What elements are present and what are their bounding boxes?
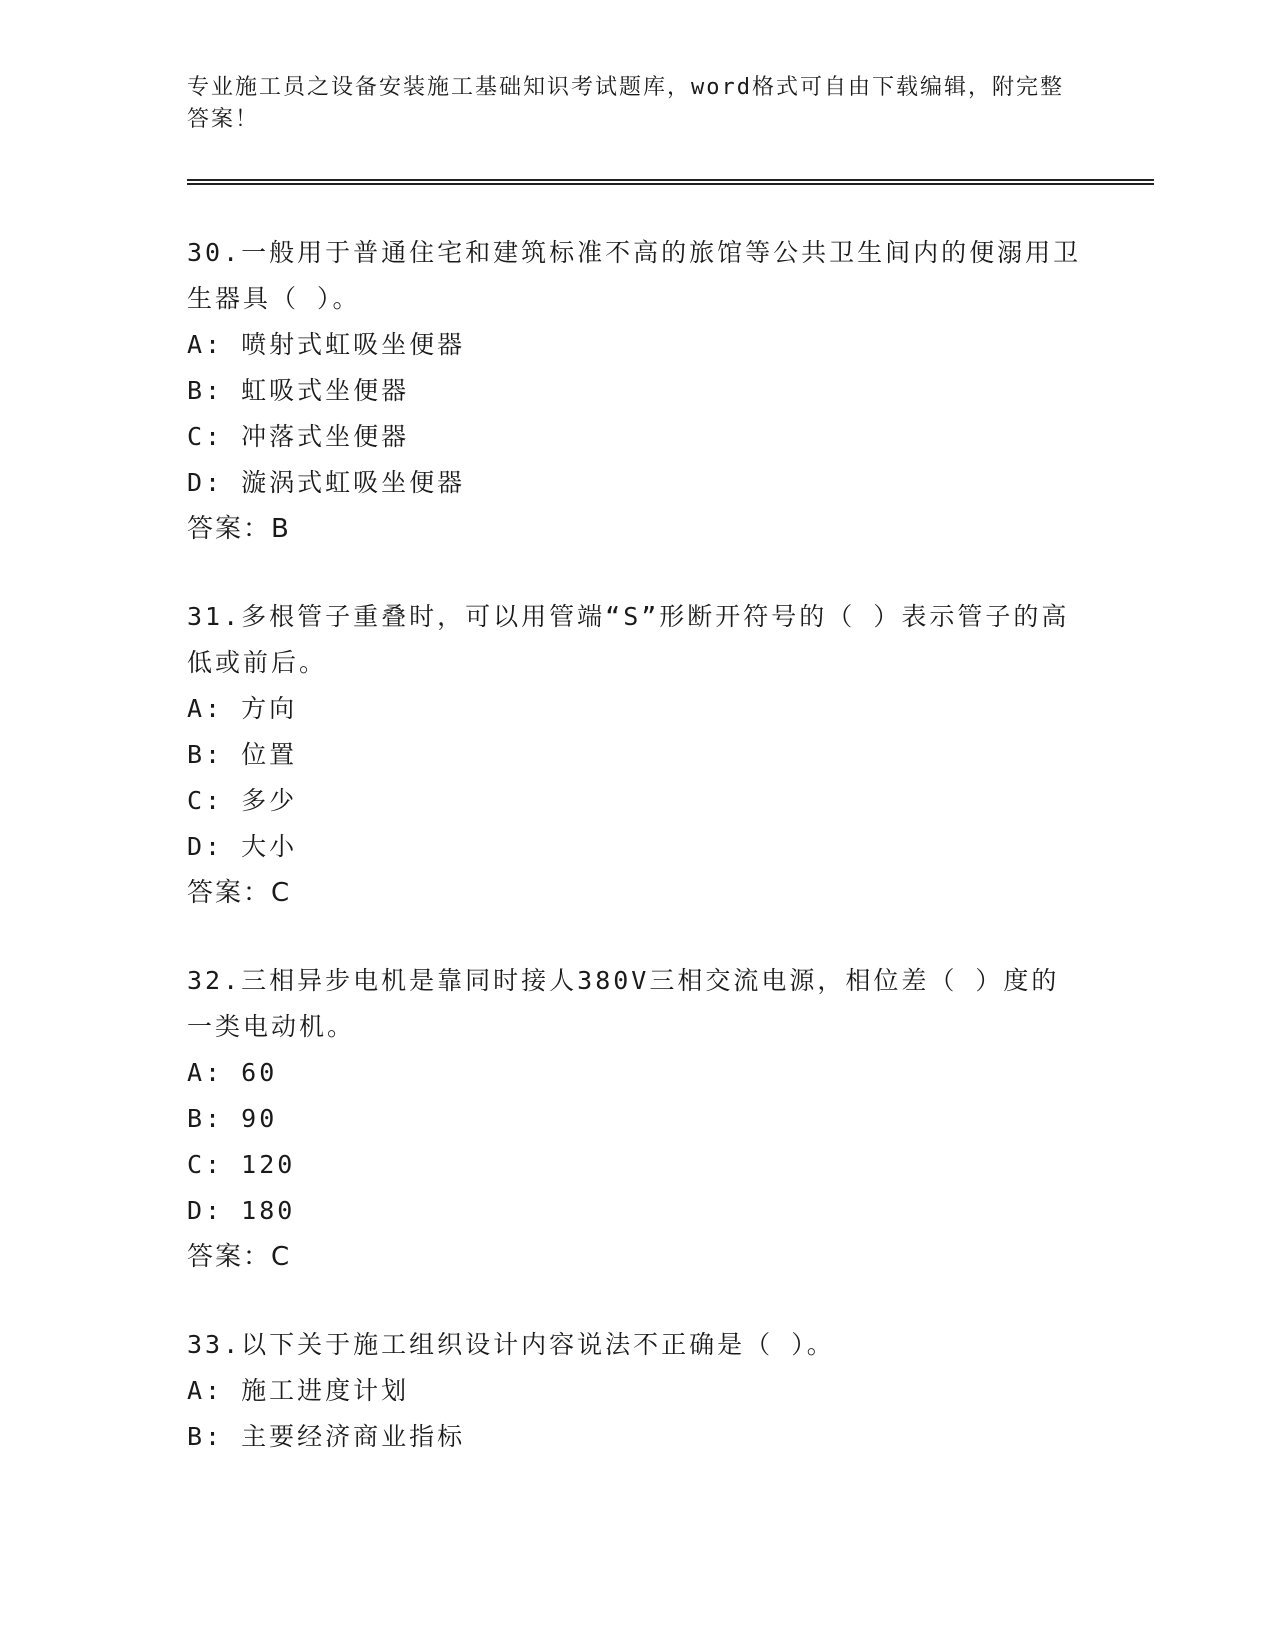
question-33 (187, 1322, 1087, 1460)
option-c: C: 120 (187, 1150, 296, 1179)
option-b: B: 主要经济商业指标 (187, 1422, 466, 1451)
option-a: A: 方向 (187, 694, 298, 723)
option-d: D: 漩涡式虹吸坐便器 (187, 468, 466, 497)
answer-line: 答案：B (187, 514, 291, 544)
question-list (187, 230, 1087, 1502)
option-b: B: 位置 (187, 740, 298, 769)
question-stem: 33.以下关于施工组织设计内容说法不正确是（ ）。 (187, 1330, 835, 1359)
question-stem: 31.多根管子重叠时，可以用管端“S”形断开符号的（ ）表示管子的高低或前后。 (187, 602, 1070, 677)
option-a: A: 施工进度计划 (187, 1376, 410, 1405)
option-b: B: 90 (187, 1104, 278, 1133)
answer-line: 答案：C (187, 878, 292, 908)
answer-line: 答案：C (187, 1242, 292, 1272)
option-d: D: 大小 (187, 832, 298, 861)
option-a: A: 喷射式虹吸坐便器 (187, 330, 466, 359)
question-30 (187, 230, 1087, 552)
question-31 (187, 594, 1087, 916)
option-d: D: 180 (187, 1196, 296, 1225)
option-a: A: 60 (187, 1058, 278, 1087)
header-divider-bottom (187, 183, 1154, 185)
question-32 (187, 958, 1087, 1280)
option-c: C: 冲落式坐便器 (187, 422, 410, 451)
document-header: 专业施工员之设备安装施工基础知识考试题库，word格式可自由下载编辑，附完整答案！ (187, 75, 1064, 132)
header-divider-top (187, 179, 1154, 181)
question-stem: 30.一般用于普通住宅和建筑标准不高的旅馆等公共卫生间内的便溺用卫生器具（ ）。 (187, 238, 1082, 313)
option-c: C: 多少 (187, 786, 298, 815)
option-b: B: 虹吸式坐便器 (187, 376, 410, 405)
question-stem: 32.三相异步电机是靠同时接人380V三相交流电源，相位差（ ）度的一类电动机。 (187, 966, 1060, 1041)
